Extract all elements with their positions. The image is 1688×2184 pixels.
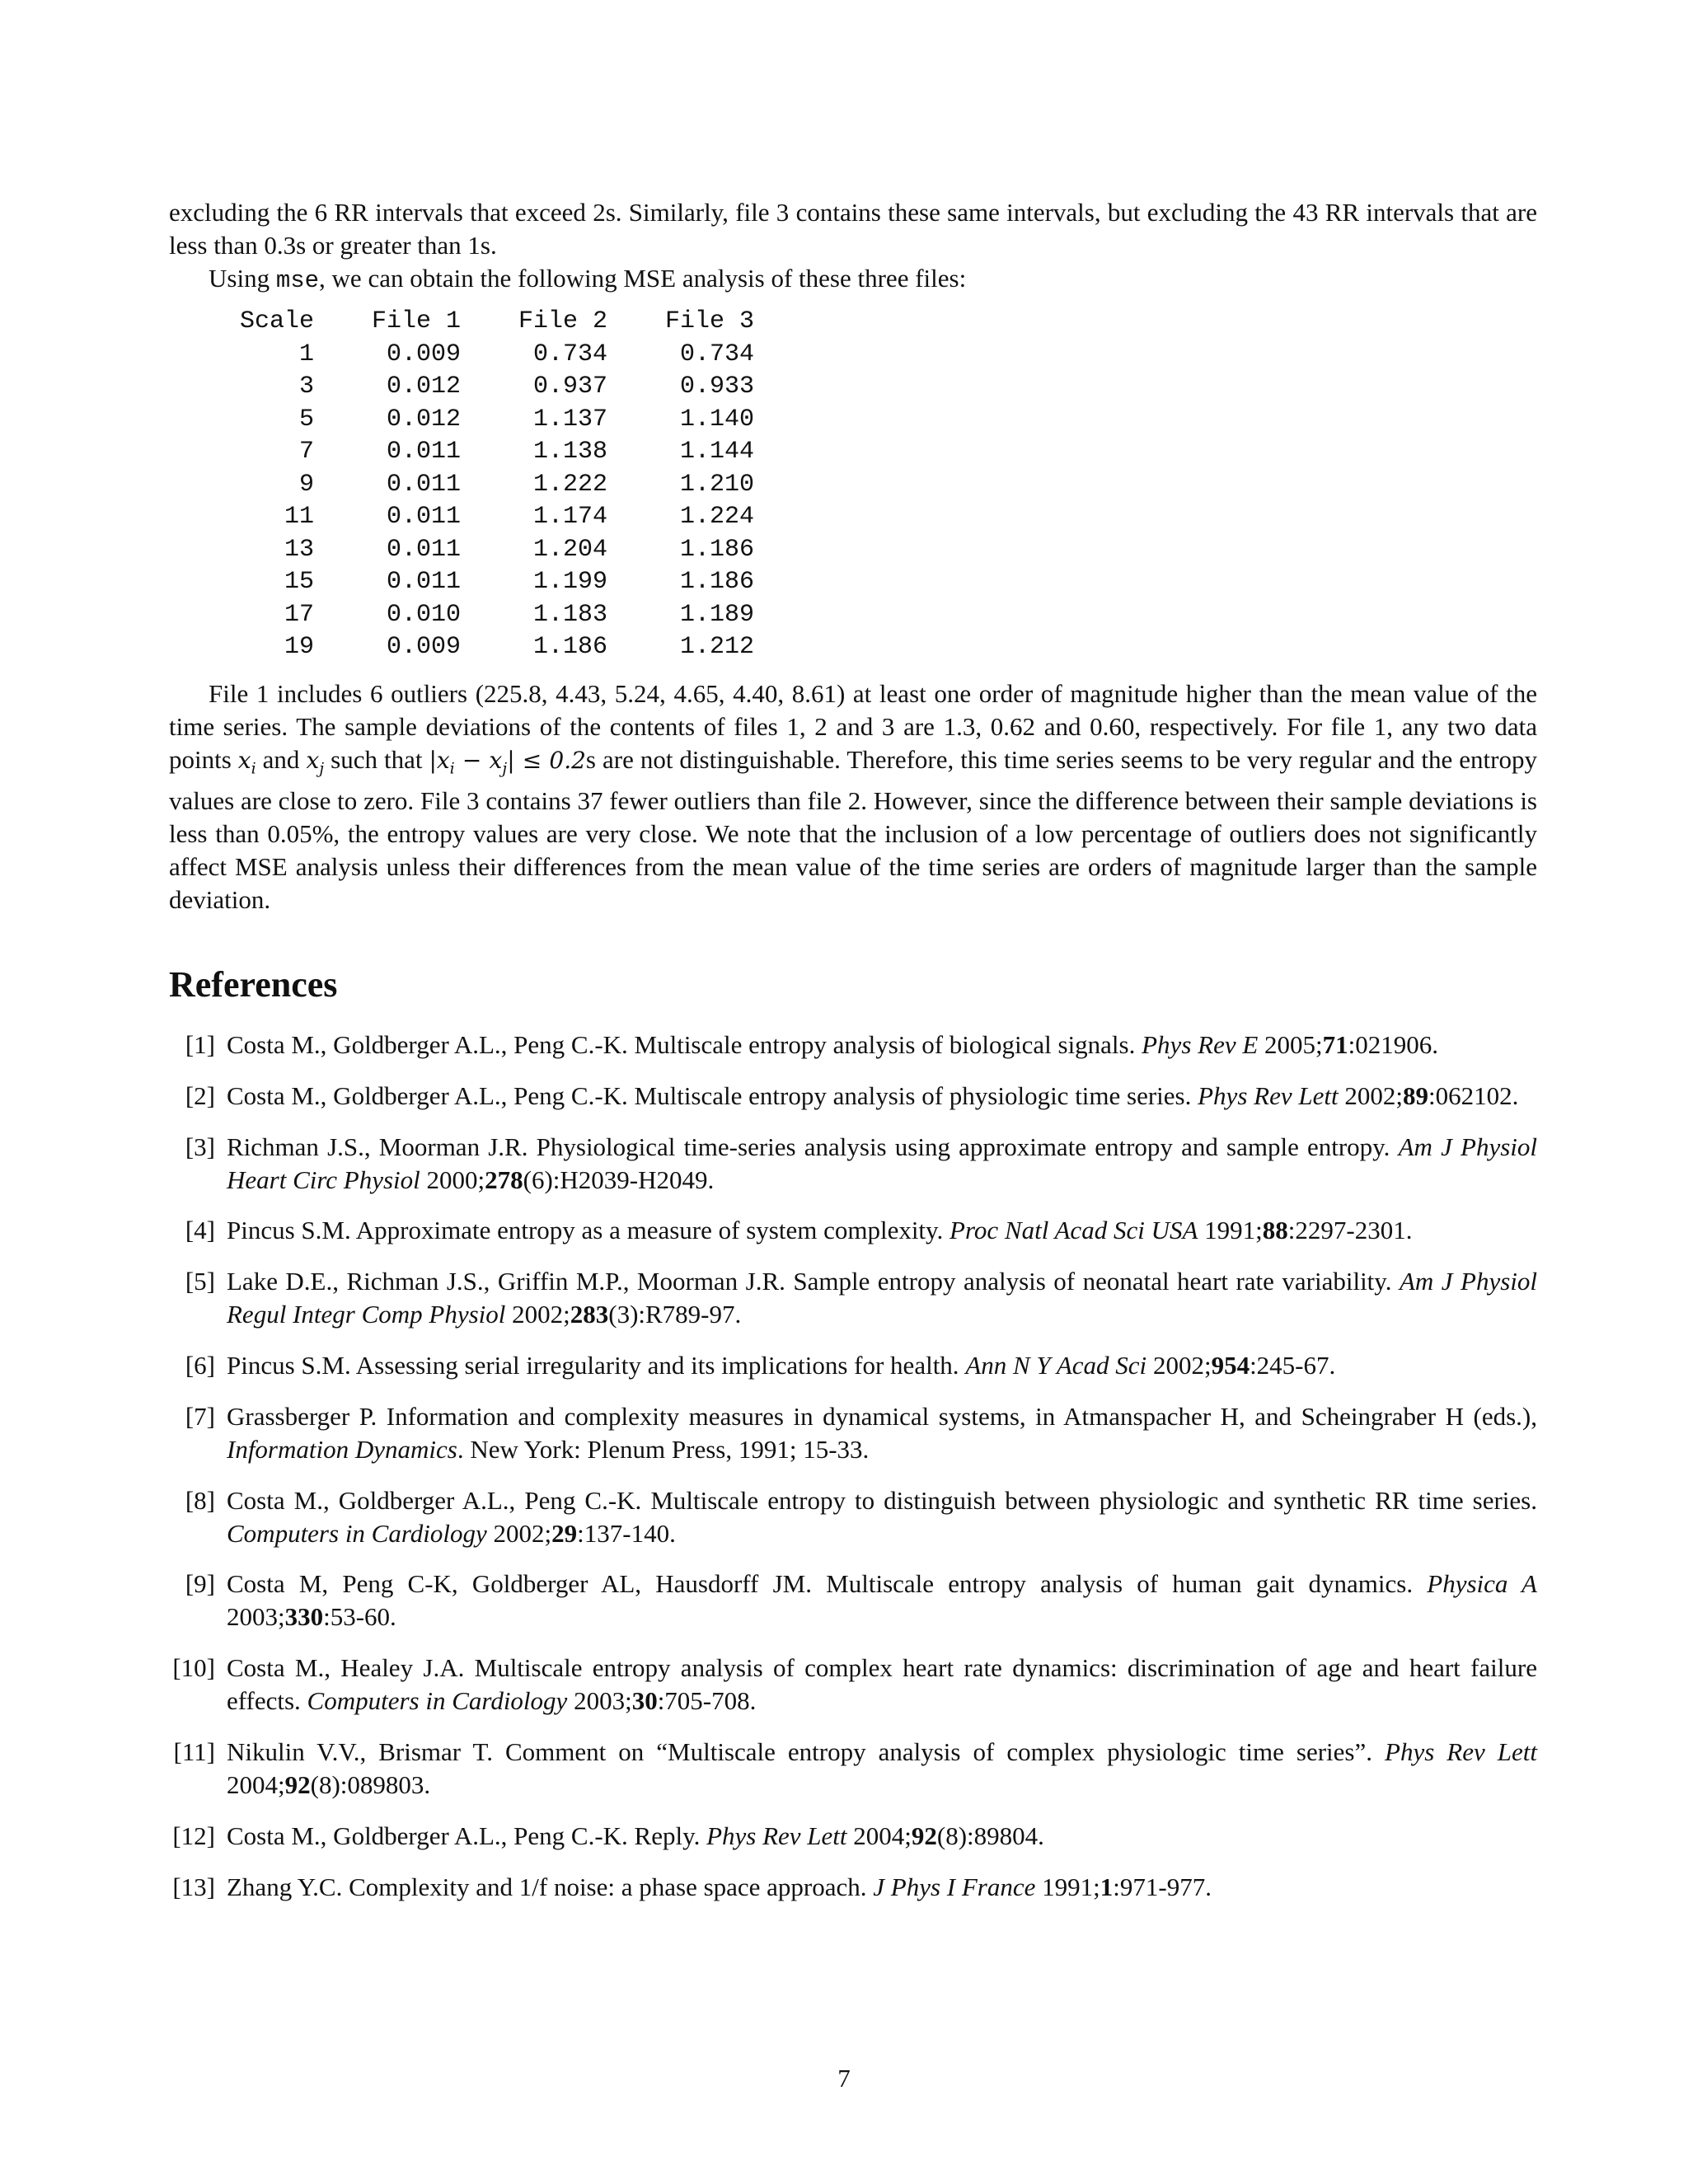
reference-volume: 30 (631, 1686, 658, 1716)
reference-volume: 92 (284, 1770, 311, 1800)
reference-journal: Phys Rev Lett (1385, 1737, 1537, 1767)
references-heading: References (169, 964, 338, 1005)
reference-item (169, 1484, 1537, 1550)
table-cell: 0.011 (386, 535, 461, 564)
math-inequality: $|x_i - x_j| \le 0.2$ (429, 746, 586, 778)
reference-item (169, 1871, 1537, 1904)
table-cell: 11 (284, 503, 314, 531)
reference-number: [9] (185, 1569, 215, 1599)
reference-number: [6] (185, 1351, 215, 1380)
table-cell: 0.734 (679, 340, 754, 368)
reference-item (169, 1131, 1537, 1197)
reference-year: 2002; (486, 1518, 552, 1548)
table-cell: 1.204 (532, 535, 607, 564)
table-cell: 0.012 (386, 405, 461, 434)
reference-authors-title: Costa M., Goldberger A.L., Peng C.-K. Multiscale entropy to distinguish between physiologic and synthetic RR time series. (227, 1485, 1537, 1515)
table-cell: 1.144 (679, 438, 754, 466)
table-header-cell: File 2 (518, 307, 607, 335)
reference-item (169, 1029, 1537, 1062)
reference-journal: Computers in Cardiology (307, 1686, 568, 1716)
reference-pages: (8):89804. (936, 1821, 1044, 1850)
table-cell: 1.189 (679, 600, 754, 629)
table-cell: 19 (284, 633, 314, 661)
reference-year: 2003; (567, 1686, 632, 1716)
reference-journal: Proc Natl Acad Sci USA (950, 1216, 1198, 1245)
table-row (232, 371, 754, 404)
table-cell: 1.183 (532, 600, 607, 629)
reference-authors-title: Costa M., Goldberger A.L., Peng C.-K. Reply. (227, 1821, 707, 1850)
reference-volume: 1 (1100, 1872, 1114, 1901)
reference-number: [7] (185, 1401, 215, 1431)
reference-authors-title: Lake D.E., Richman J.S., Griffin M.P., Moorman J.R. Sample entropy analysis of neonatal heart rate variability. (227, 1267, 1400, 1296)
table-cell: 0.010 (386, 600, 461, 629)
table-cell: 1.212 (679, 633, 754, 661)
reference-authors-title: Pincus S.M. Approximate entropy as a measure of system complexity. (227, 1216, 950, 1245)
table-cell: 1.199 (532, 568, 607, 596)
reference-item (169, 1568, 1537, 1633)
reference-journal: Physica A (1427, 1569, 1537, 1599)
table-cell: 1 (298, 340, 314, 368)
table-cell: 1.140 (679, 405, 754, 434)
table-cell: 1.224 (679, 503, 754, 531)
reference-year: 2002; (505, 1300, 570, 1329)
reference-journal: Phys Rev Lett (1198, 1080, 1339, 1110)
reference-number: [4] (185, 1216, 215, 1245)
table-cell: 0.011 (386, 438, 461, 466)
table-cell: 1.186 (679, 568, 754, 596)
reference-item (169, 1080, 1537, 1113)
paragraph-mse-intro (169, 262, 1537, 298)
table-row (232, 469, 754, 502)
reference-number: [11] (173, 1737, 215, 1767)
table-cell: 0.011 (386, 470, 461, 499)
reference-pages: :021906. (1348, 1030, 1439, 1060)
reference-pages: :2297-2301. (1287, 1216, 1413, 1245)
reference-authors-title: Costa M., Healey J.A. Multiscale entropy analysis of complex heart rate dynamics: discrimination of age and heart failure effects. (227, 1653, 1537, 1716)
reference-authors-title: Costa M, Peng C-K, Goldberger AL, Hausdorff JM. Multiscale entropy analysis of human gait dynamics. (227, 1569, 1428, 1599)
table-cell: 0.009 (386, 633, 461, 661)
math-xi: $x_i$ (237, 746, 256, 778)
reference-journal: Am J Physiol Heart Circ Physiol (227, 1132, 1537, 1194)
reference-authors-title: Nikulin V.V., Brismar T. Comment on “Multiscale entropy analysis of complex physiologic time series”. (227, 1737, 1386, 1767)
reference-volume: 92 (911, 1821, 937, 1850)
table-cell: 1.210 (679, 470, 754, 499)
reference-item (169, 1736, 1537, 1802)
references-list (169, 1029, 1537, 1904)
reference-pages: :062102. (1428, 1080, 1519, 1110)
table-header-row (232, 306, 754, 339)
reference-item (169, 1265, 1537, 1331)
table-row (232, 534, 754, 567)
reference-number: [2] (185, 1080, 215, 1110)
reference-volume: 330 (284, 1602, 324, 1632)
table-cell: 0.011 (386, 568, 461, 596)
table-cell: 1.137 (532, 405, 607, 434)
reference-number: [10] (172, 1653, 215, 1683)
reference-journal: Ann N Y Acad Sci (965, 1351, 1147, 1380)
table-cell: 0.933 (679, 373, 754, 401)
table-cell: 7 (298, 438, 314, 466)
reference-authors-title: Costa M., Goldberger A.L., Peng C.-K. Multiscale entropy analysis of biological signals. (227, 1030, 1142, 1060)
table-row (232, 599, 754, 632)
reference-journal: Am J Physiol Regul Integr Comp Physiol (227, 1267, 1537, 1329)
reference-pages: (8):089803. (310, 1770, 431, 1800)
reference-year: . New York: Plenum Press, 1991; 15-33. (457, 1434, 870, 1464)
reference-year: 2004; (227, 1770, 285, 1800)
table-cell: 15 (284, 568, 314, 596)
reference-year: 1991; (1198, 1216, 1263, 1245)
reference-year: 2005; (1258, 1030, 1323, 1060)
reference-volume: 954 (1211, 1351, 1250, 1380)
table-cell: 0.734 (532, 340, 607, 368)
reference-item (169, 1652, 1537, 1718)
reference-pages: :137-140. (577, 1518, 676, 1548)
table-cell: 0.937 (532, 373, 607, 401)
reference-item (169, 1214, 1537, 1247)
reference-volume: 88 (1262, 1216, 1288, 1245)
reference-authors-title: Costa M., Goldberger A.L., Peng C.-K. Multiscale entropy analysis of physiologic time series. (227, 1080, 1198, 1110)
table-header-cell: Scale (239, 307, 314, 335)
reference-volume: 89 (1402, 1080, 1428, 1110)
reference-number: [13] (172, 1872, 215, 1901)
reference-volume: 283 (570, 1300, 609, 1329)
reference-number: [3] (185, 1132, 215, 1161)
reference-item (169, 1400, 1537, 1466)
reference-journal: Phys Rev E (1142, 1030, 1259, 1060)
table-cell: 13 (284, 535, 314, 564)
reference-pages: :245-67. (1250, 1351, 1336, 1380)
table-cell: 0.009 (386, 340, 461, 368)
outliers-text-c: such that (324, 744, 429, 774)
reference-pages: :971-977. (1113, 1872, 1212, 1901)
reference-year: 2003; (227, 1602, 285, 1632)
outliers-text-a: File 1 includes 6 outliers (225.8, 4.43, 5.24, 4.65, 4.40, 8.61) at least one order of magnitude higher than the mean value of the time series. The sample deviations of the contents of files 1, 2 and 3 are 1.3, 0.62 and 0.60, respectively. For file 1, any two data points (169, 678, 1537, 774)
reference-volume: 29 (551, 1518, 578, 1548)
reference-number: [1] (185, 1030, 215, 1060)
table-cell: 1.186 (532, 633, 607, 661)
intro-text-pre: Using (209, 264, 276, 293)
table-cell: 5 (298, 405, 314, 434)
reference-journal: Phys Rev Lett (706, 1821, 847, 1850)
table-body (232, 339, 754, 664)
table-cell: 17 (284, 600, 314, 629)
reference-pages: (6):H2039-H2049. (523, 1165, 715, 1194)
reference-number: [12] (172, 1821, 215, 1850)
reference-pages: :705-708. (657, 1686, 757, 1716)
paragraph-outliers (169, 677, 1537, 917)
table-cell: 0.012 (386, 373, 461, 401)
reference-number: [8] (185, 1485, 215, 1515)
reference-year: 2002; (1146, 1351, 1212, 1380)
reference-year: 1991; (1035, 1872, 1100, 1901)
table-cell: 1.138 (532, 438, 607, 466)
reference-authors-title: Grassberger P. Information and complexity measures in dynamical systems, in Atmanspacher H, and Scheingraber H (eds.), (227, 1401, 1537, 1431)
outliers-text-d: s are not distinguishable. Therefore, this time series seems to be very regular and the entropy values are close to zero. File 3 contains 37 fewer outliers than file 2. However, since the difference between their sample deviations is less than 0.05%, the entropy values are very close. We note that the inclusion of a low percentage of outliers does not significantly affect MSE analysis unless their differences from the mean value of the time series are orders of magnitude larger than the sample deviation. (169, 744, 1537, 915)
table-cell: 0.011 (386, 503, 461, 531)
table-header-cell: File 3 (664, 307, 754, 335)
reference-year: 2004; (846, 1821, 912, 1850)
table-cell: 1.222 (532, 470, 607, 499)
reference-number: [5] (185, 1267, 215, 1296)
table-row (232, 501, 754, 534)
table-row (232, 339, 754, 372)
page-number: 7 (837, 2064, 851, 2093)
table-cell: 1.186 (679, 535, 754, 564)
reference-journal: Information Dynamics (227, 1434, 457, 1464)
reference-authors-title: Pincus S.M. Assessing serial irregularity and its implications for health. (227, 1351, 966, 1380)
table-row (232, 404, 754, 437)
table-cell: 3 (298, 373, 314, 401)
outliers-text-b: and (256, 744, 307, 774)
reference-year: 2002; (1338, 1080, 1403, 1110)
mse-code: mse (275, 267, 320, 294)
table-row (232, 566, 754, 599)
math-xj: $x_j$ (306, 746, 325, 778)
reference-authors-title: Richman J.S., Moorman J.R. Physiological time-series analysis using approximate entropy and sample entropy. (227, 1132, 1399, 1161)
reference-pages: :53-60. (323, 1602, 396, 1632)
paragraph-continuation: excluding the 6 RR intervals that exceed 2s. Similarly, file 3 contains these same intervals, but excluding the 43 RR intervals that are less than 0.3s or greater than 1s. (169, 198, 1537, 260)
body-content (169, 196, 1537, 1921)
reference-year: 2000; (420, 1165, 485, 1194)
table-row (232, 631, 754, 664)
reference-authors-title: Zhang Y.C. Complexity and 1/f noise: a phase space approach. (227, 1872, 874, 1901)
mse-results-table (232, 306, 754, 664)
reference-journal: Computers in Cardiology (227, 1518, 487, 1548)
reference-pages: (3):R789-97. (608, 1300, 742, 1329)
reference-item (169, 1349, 1537, 1382)
table-header-cell: File 1 (371, 307, 461, 335)
table-row (232, 436, 754, 469)
reference-volume: 71 (1322, 1030, 1348, 1060)
intro-text-post: , we can obtain the following MSE analysis of these three files: (319, 264, 967, 293)
reference-volume: 278 (485, 1165, 523, 1194)
table-cell: 9 (298, 470, 314, 499)
reference-item (169, 1820, 1537, 1853)
table-cell: 1.174 (532, 503, 607, 531)
reference-journal: J Phys I France (873, 1872, 1036, 1901)
